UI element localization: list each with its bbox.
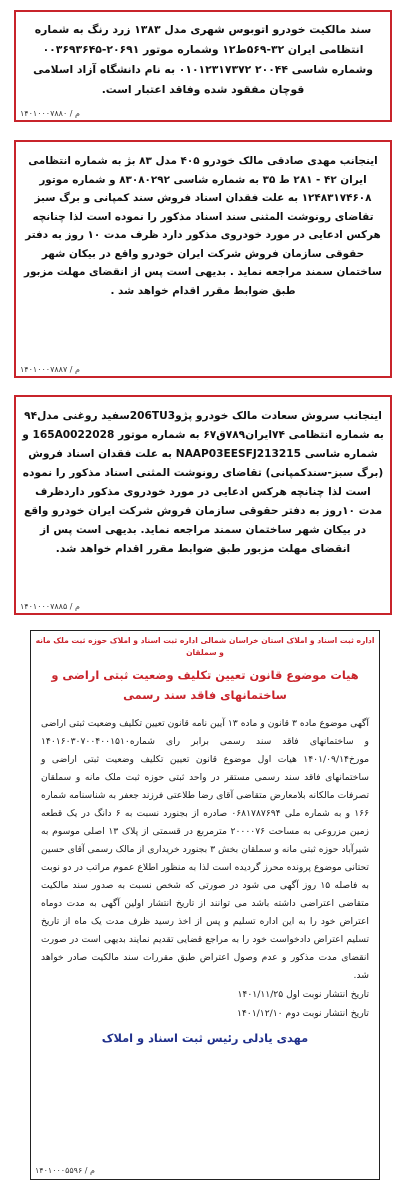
ad-code: ۱۴۰۱۰۰۰۷۸۸۰ / م xyxy=(20,109,80,118)
notice-signature: مهدی یادلی رئیس ثبت اسناد و املاک xyxy=(101,1031,309,1045)
notice-header: اداره ثبت اسناد و املاک استان خراسان شمالی اداره ثبت اسناد و املاک حوزه ثبت ملک مانه و سملقان xyxy=(35,636,375,657)
lost-document-ad-peugeot405 xyxy=(14,140,392,378)
ad-code: ۱۴۰۱۰۰۰۷۸۸۵ / م xyxy=(20,602,80,611)
publication-dates xyxy=(31,985,379,1023)
registration-notice-ad xyxy=(30,630,380,1180)
ad-text: اینجانب مهدی صادقی مالک خودرو ۴۰۵ مدل ۸۳ بژ به شماره انتظامی ایران ۴۲ - ۲۸۱ ط ۳۵ به شماره شاسی ۸۳۰۸۰۲۹۲ و شماره موتور ۱۲۴۸۳۱۷۴۶۰۸ به علت فقدان اسناد فروش سند کمپانی و برگ سبز تقاضای رونوشت المثنی سند اسناد مذکور را نموده است لذا چنانچه هرکس ادعایی در مورد خودروی مذکور دارد ظرف مدت ۱۰ روز به دفتر حقوقی سازمان فروش شرکت ایران خودرو واقع در بیکان شهر ساختمان سمند مراجعه نماید . بدیهی است پس از انقضای مهلت مزبور طبق ضوابط مقرر اقدام خواهد شد . xyxy=(23,155,383,297)
ad-code: ۱۴۰۱۰۰۰۵۵۹۶ / م xyxy=(35,1166,95,1175)
lost-document-ad-bus xyxy=(14,10,392,122)
ad-text: اینجانب سروش سعادت مالک خودرو پژو206TU3سفید روغنی مدل۹۴ به شماره انتظامی ۷۴ایران۷۸۹ق۶۷ به شماره موتور 165A0022028 و شماره شاسی NAAP03EESFJ213215 به علت فقدان اسناد فروش (برگ سبز-سندکمپانی) تقاضای رونوشت المثنی اسناد مذکور را نموده است لذا چنانچه هرکس ادعایی در مورد خودروی مذکور داردظرف مدت ۱۰روز به دفتر حقوقی سازمان فروش شرکت ایران خودرو واقع در بیکان شهر ساختمان سمند مراجعه نماید. بدیهی است پس از انقضای مهلت مزبور طبق ضوابط مقرر اقدام خواهد شد. xyxy=(22,410,384,555)
notice-title: هیات موضوع قانون تعیین تکلیف وضعیت ثبتی اراضی و ساختمانهای فاقد سند رسمی xyxy=(51,668,359,702)
notice-body: آگهی موضوع ماده ۳ قانون و ماده ۱۳ آیین نامه قانون تعیین تکلیف وضعیت ثبتی اراضی و ساختمانهای فاقد سند رسمی برابر رای شماره۱۴۰۱۶۰۳۰۷۰۰۴۰۰۱۵۱۰ مورخ۱۴۰۱/۰۹/۱۴ هیات اول موضوع قانون تعیین تکلیف وضعیت ثبتی اراضی و ساختمانهای فاقد سند رسمی مستقر در واحد ثبتی حوزه ثبت ملک مانه و سملقان تصرفات مالکانه بلامعارض متقاضی آقای رضا طلاعتی فرزند جعفر به شناسنامه شماره ۱۶۶ و به شماره ملی ۰۶۸۱۷۸۷۶۹۴ صادره از بجنورد نسبت به ۶ دانگ در یک قطعه زمین مزروعی به مساحت ۲۰۰۰۰۷۶ مترمربع در قسمتی از پلاک ۱۳ اصلی موسوم به شیرآباد حوزه ثبتی مانه و سملقان بخش ۳ بجنورد خریداری از مالک رسمی آقای حسین تحتانی موضوع پرونده محرز گردیده است لذا به منظور اطلاع عموم مراتب در دو نوبت به فاصله ۱۵ روز آگهی می شود در صورتی که شخص نسبت به صدور سند مالکیت متقاضی اعتراضی داشته باشد می توانند از تاریخ انتشار اولین آگهی به مدت دوماه اعتراض خود را به این اداره تسلیم و پس از اخذ رسید ظرف مدت یک ماه از تاریخ تسلیم اعتراض دادخواست خود را به مراجع قضایی تقدیم نمایند بدیهی است در صورت انقضای مدت مذکور و عدم وصول اعتراض طبق مقررات سند مالکیت صادر خواهد شد. xyxy=(41,718,370,981)
lost-document-ad-peugeot206 xyxy=(14,395,392,615)
publication-date-second: تاریخ انتشار نوبت دوم ۱۴۰۱/۱۲/۱۰ xyxy=(236,1008,369,1019)
ad-text: سند مالکیت خودرو اتوبوس شهری مدل ۱۳۸۳ زرد رنگ به شماره انتظامی ایران ۳۲-۵۶۹ط۱۲ وشماره موتور ۲۰۶۹۱-۰۰۳۶۹۳۶۴۵ وشماره شاسی ۲۰۰۴۴ ۰۱۰۱۲۳۱۷۳۷۲ به نام دانشگاه آزاد اسلامی قوچان مفقود شده وفاقد اعتبار است. xyxy=(33,23,373,96)
publication-date-first: تاریخ انتشار نوبت اول ۱۴۰۱/۱۱/۲۵ xyxy=(237,989,369,1000)
ad-code: ۱۴۰۱۰۰۰۷۸۸۷ / م xyxy=(20,365,80,374)
